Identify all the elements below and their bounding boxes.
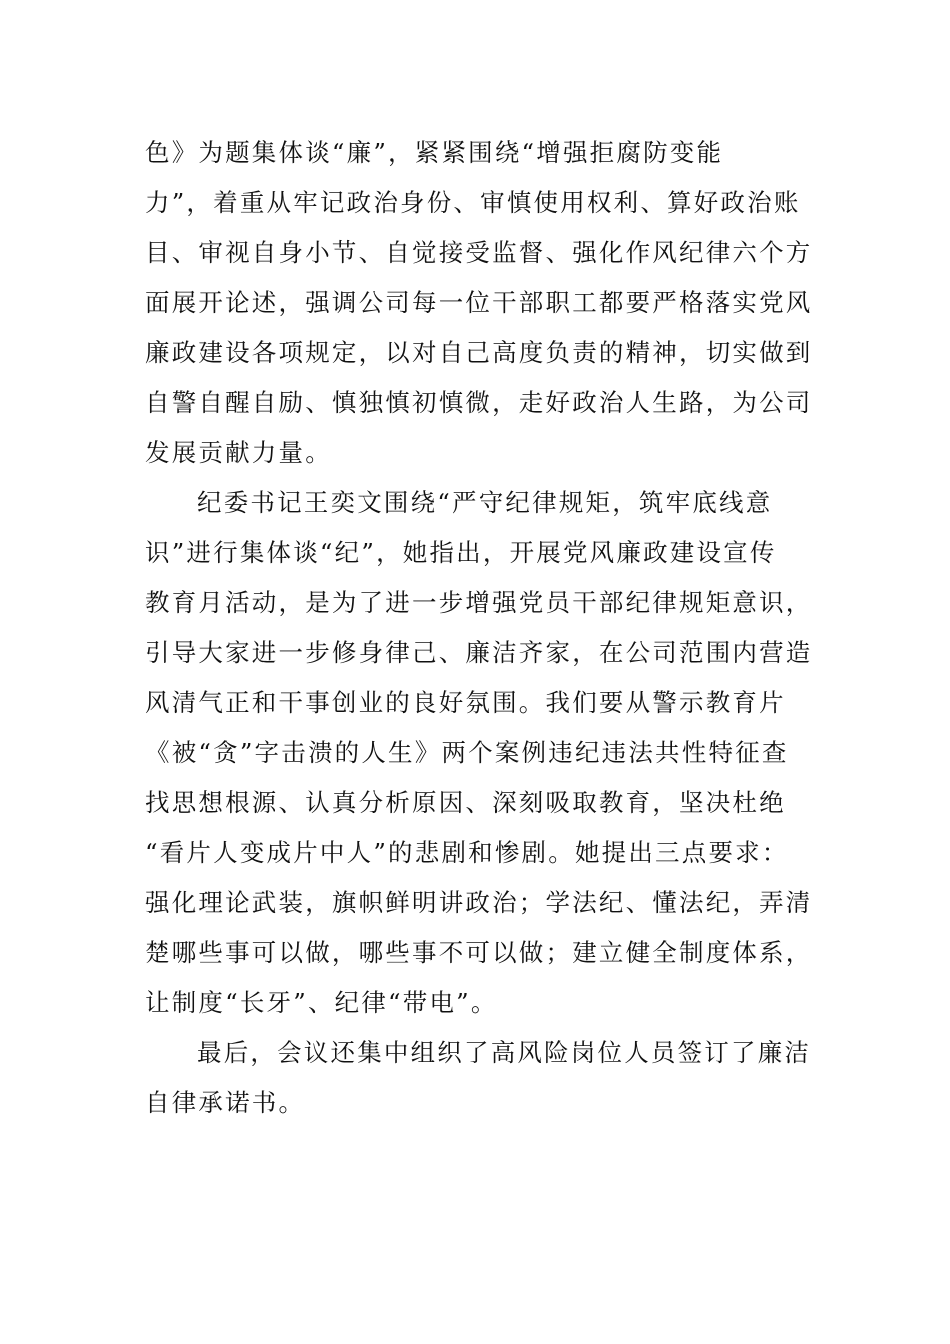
text-line: 色》为题集体谈“廉”，紧紧围绕“增强拒腐防变能 [145,138,724,167]
text-line: 让制度“长牙”、纪律“带电”。 [145,988,498,1017]
document-body [145,128,813,1128]
text-line: 风清气正和干事创业的良好氛围。我们要从警示教育片 [145,688,786,717]
paragraph-start-line: 纪委书记王奕文围绕“严守纪律规矩，筑牢底线意 [197,488,773,517]
text-line: 自警自醒自励、慎独慎初慎微，走好政治人生路，为公司 [145,388,813,417]
text-line: 廉政建设各项规定，以对自己高度负责的精神，切实做到 [145,338,813,367]
text-line: 引导大家进一步修身律己、廉洁齐家，在公司范围内营造 [145,638,813,667]
text-line: 目、审视自身小节、自觉接受监督、强化作风纪律六个方 [145,238,813,267]
text-line: “看片人变成片中人”的悲剧和惨剧。她提出三点要求： [145,838,789,867]
text-line: 找思想根源、认真分析原因、深刻吸取教育，坚决杜绝 [145,788,786,817]
text-line: 面展开论述，强调公司每一位干部职工都要严格落实党风 [145,288,813,317]
text-line: 楚哪些事可以做，哪些事不可以做；建立健全制度体系， [145,938,813,967]
text-line: 教育月活动，是为了进一步增强党员干部纪律规矩意识， [145,588,813,617]
paragraph-start-line: 最后，会议还集中组织了高风险岗位人员签订了廉洁 [197,1038,812,1067]
text-line: 《被“贪”字击溃的人生》两个案例违纪违法共性特征查 [145,738,789,767]
text-line: 识”进行集体谈“纪”，她指出，开展党风廉政建设宣传 [145,538,777,567]
text-line: 自律承诺书。 [145,1088,306,1117]
text-line: 发展贡献力量。 [145,438,332,467]
text-line: 强化理论武装，旗帜鲜明讲政治；学法纪、懂法纪，弄清 [145,888,813,917]
text-line: 力”，着重从牢记政治身份、审慎使用权利、算好政治账 [145,188,801,217]
